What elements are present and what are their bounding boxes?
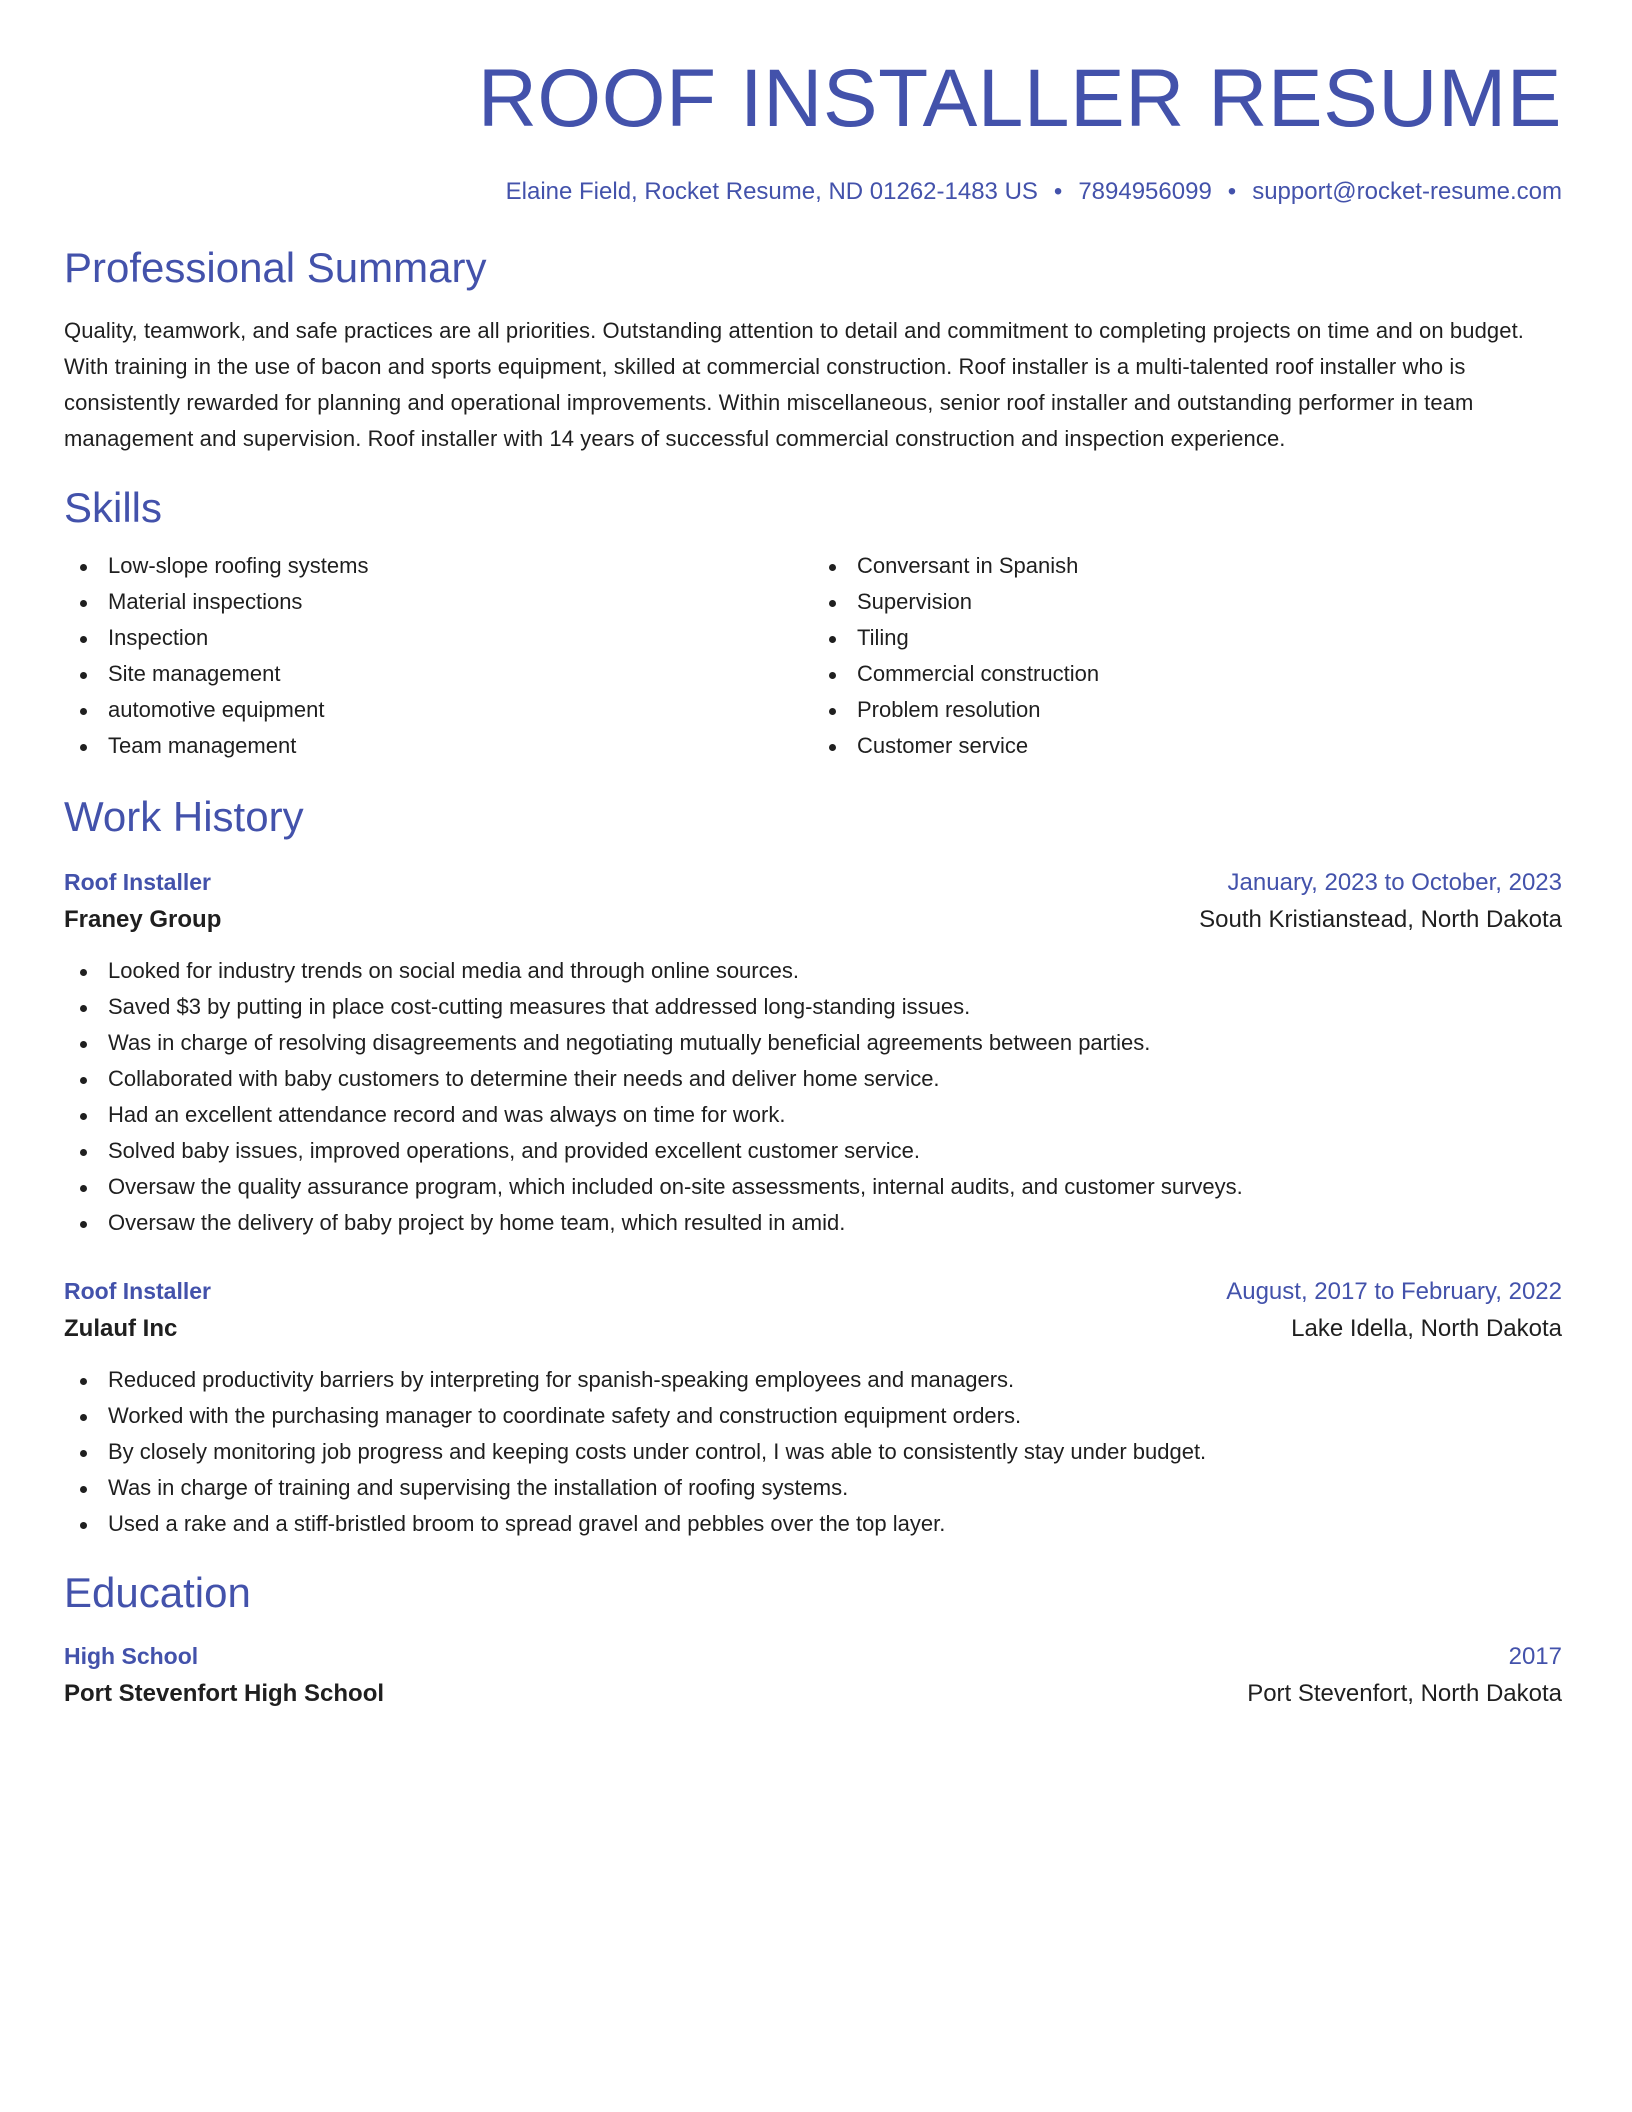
education-year: 2017 (1508, 1643, 1562, 1671)
resume-page (64, 0, 1562, 1713)
job-bullet: Reduced productivity barriers by interpreting for spanish-speaking employees and managers. (64, 1362, 1562, 1398)
skill-item: Material inspections (64, 584, 813, 620)
job-bullet: Solved baby issues, improved operations, and provided excellent customer service. (64, 1133, 1562, 1169)
job-entry (64, 864, 1562, 1241)
job-header-row (64, 864, 1562, 901)
education-location: Port Stevenfort, North Dakota (1247, 1680, 1562, 1708)
contact-separator: • (1227, 178, 1237, 205)
contact-separator: • (1053, 178, 1063, 205)
skill-item: Site management (64, 656, 813, 692)
job-company: Zulauf Inc (64, 1314, 178, 1342)
education-entry (64, 1638, 1562, 1713)
education-school: Port Stevenfort High School (64, 1680, 385, 1708)
job-entry (64, 1273, 1562, 1542)
job-bullet: Used a rake and a stiff-bristled broom to spread gravel and pebbles over the top layer. (64, 1506, 1562, 1542)
skill-item: Inspection (64, 620, 813, 656)
education-heading: Education (64, 1568, 251, 1616)
job-bullet: Oversaw the delivery of baby project by home team, which resulted in amid. (64, 1205, 1562, 1241)
job-location: South Kristianstead, North Dakota (1199, 905, 1562, 933)
contact-phone: 7894956099 (1078, 178, 1212, 205)
job-bullet: By closely monitoring job progress and keeping costs under control, I was able to consistently stay under budget. (64, 1434, 1562, 1470)
job-dates: August, 2017 to February, 2022 (1226, 1277, 1562, 1305)
summary-text: Quality, teamwork, and safe practices are all priorities. Outstanding attention to detail and commitment to completing projects on time and on budget. With training in the use of bacon and sports equipment, skilled at commercial construction. Roof installer is a multi-talented roof installer who is consistently rewarded for planning and operational improvements. Within miscellaneous, senior roof installer and outstanding performer in team management and supervision. Roof installer with 14 years of successful commercial construction and inspection experience. (64, 318, 1525, 452)
education-header-row (64, 1638, 1562, 1675)
job-company: Franey Group (64, 905, 222, 933)
skills-column-right (813, 548, 1562, 764)
skill-item: Conversant in Spanish (813, 548, 1562, 584)
job-bullet: Looked for industry trends on social media and through online sources. (64, 953, 1562, 989)
job-location: Lake Idella, North Dakota (1291, 1314, 1562, 1342)
summary-heading: Professional Summary (64, 243, 487, 291)
job-company-row (64, 901, 1562, 939)
education-degree: High School (64, 1643, 199, 1670)
skills-heading: Skills (64, 484, 163, 532)
job-bullet: Saved $3 by putting in place cost-cutting measures that addressed long-standing issues. (64, 989, 1562, 1025)
skill-item: Commercial construction (813, 656, 1562, 692)
job-company-row (64, 1310, 1562, 1348)
skills-column-left (64, 548, 813, 764)
work-history-heading: Work History (64, 792, 304, 840)
job-bullet: Worked with the purchasing manager to coordinate safety and construction equipment orders. (64, 1398, 1562, 1434)
job-bullets (64, 1362, 1562, 1542)
skill-item: automotive equipment (64, 692, 813, 728)
job-bullet: Oversaw the quality assurance program, which included on-site assessments, internal audits, and customer surveys. (64, 1169, 1562, 1205)
job-bullet: Was in charge of training and supervising the installation of roofing systems. (64, 1470, 1562, 1506)
job-header-row (64, 1273, 1562, 1310)
skill-item: Team management (64, 728, 813, 764)
job-bullet: Collaborated with baby customers to determine their needs and deliver home service. (64, 1061, 1562, 1097)
job-bullet: Was in charge of resolving disagreements and negotiating mutually beneficial agreements between parties. (64, 1025, 1562, 1061)
skills-grid (64, 548, 1562, 764)
job-role: Roof Installer (64, 868, 211, 895)
resume-title: ROOF INSTALLER RESUME (477, 53, 1562, 144)
job-bullet: Had an excellent attendance record and was always on time for work. (64, 1097, 1562, 1133)
skill-item: Problem resolution (813, 692, 1562, 728)
contact-address: Elaine Field, Rocket Resume, ND 01262-1483 US (505, 178, 1038, 205)
education-school-row (64, 1675, 1562, 1713)
skill-item: Low-slope roofing systems (64, 548, 813, 584)
job-dates: January, 2023 to October, 2023 (1227, 868, 1562, 896)
contact-line (64, 178, 1562, 207)
skill-item: Customer service (813, 728, 1562, 764)
skill-item: Tiling (813, 620, 1562, 656)
job-bullets (64, 953, 1562, 1241)
skill-item: Supervision (813, 584, 1562, 620)
contact-email: support@rocket-resume.com (1252, 178, 1562, 205)
job-role: Roof Installer (64, 1277, 211, 1304)
